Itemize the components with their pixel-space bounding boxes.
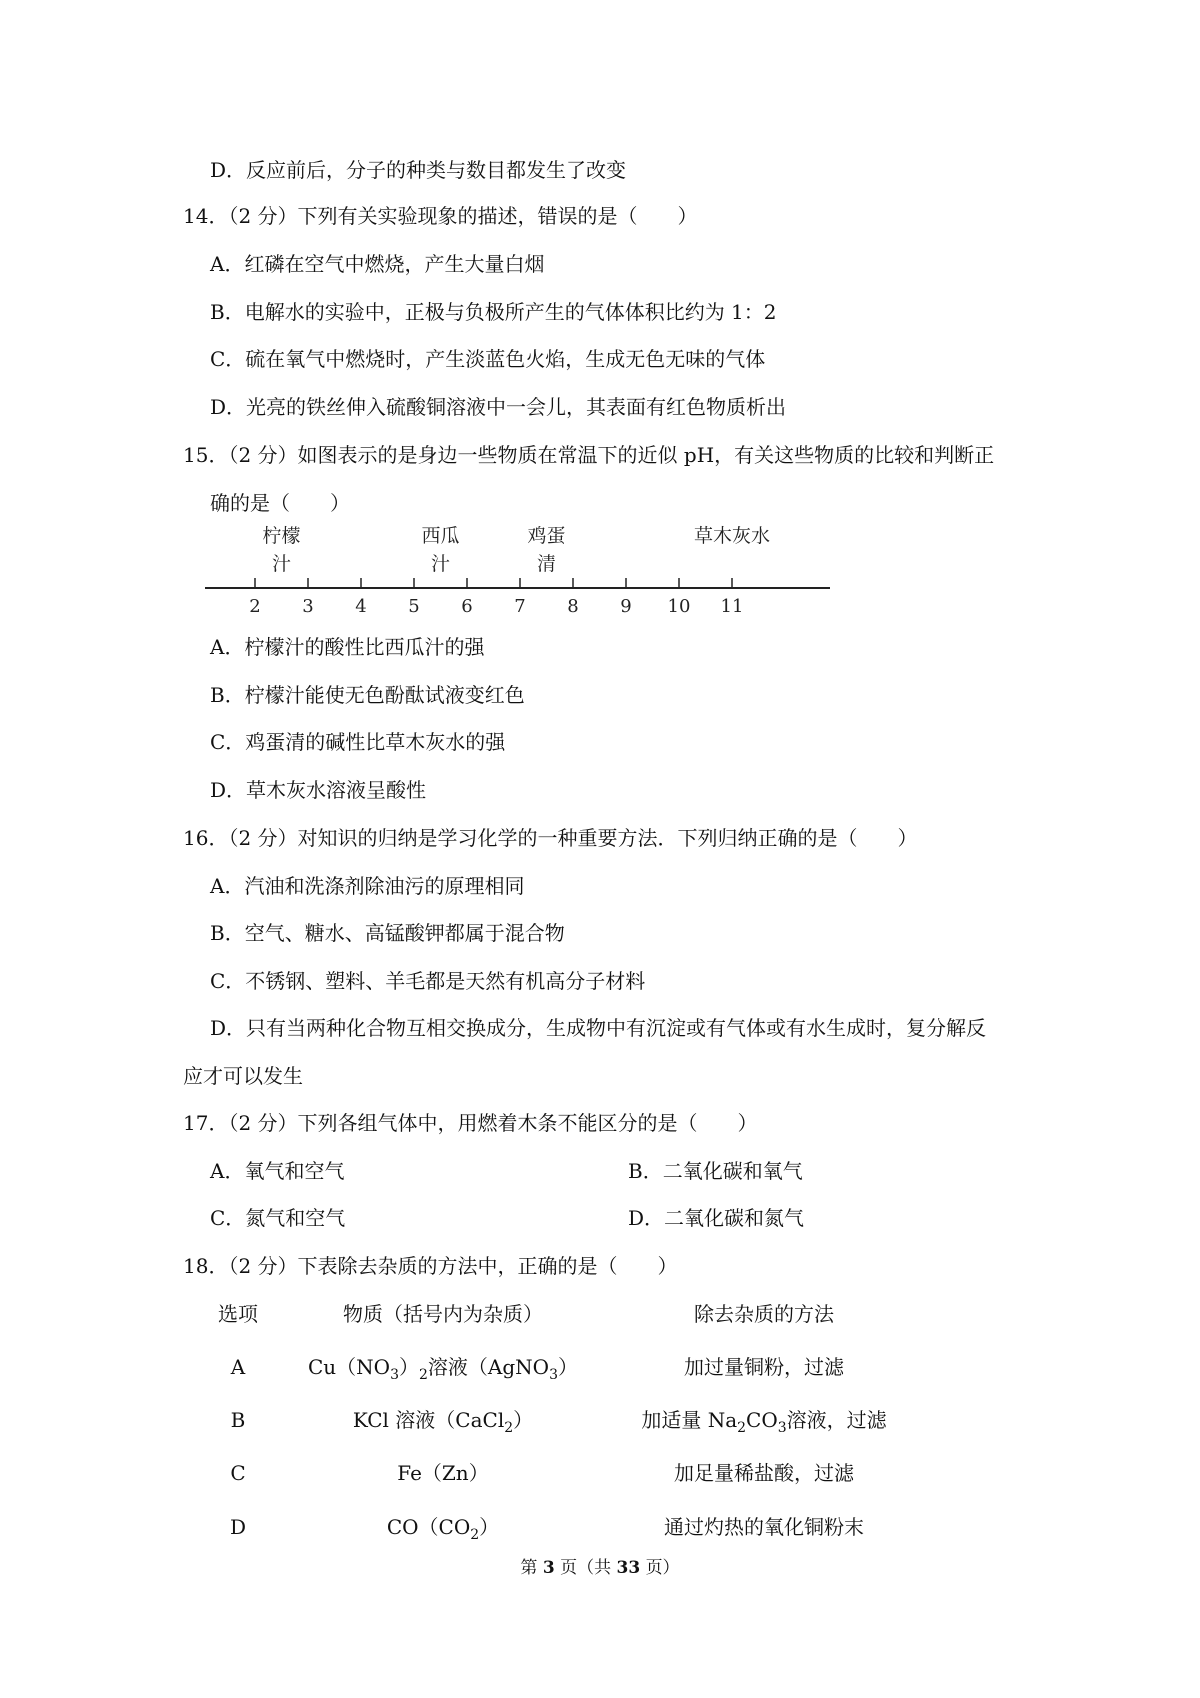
ph-substance-label: 西瓜: [421, 525, 460, 547]
ph-tick-label: 8: [567, 596, 579, 617]
q16-option-c: C．不锈钢、塑料、羊毛都是天然有机高分子材料: [210, 969, 646, 993]
table-header-method: 除去杂质的方法: [694, 1302, 834, 1326]
table-row-a-option: A: [230, 1355, 246, 1379]
q14-option-b: B．电解水的实验中，正极与负极所产生的气体体积比约为 1：2: [210, 300, 777, 324]
ph-tick-label: 10: [667, 596, 691, 617]
q16-option-a: A．汽油和洗涤剂除油污的原理相同: [210, 874, 525, 898]
q17-option-d: D．二氧化碳和氮气: [628, 1206, 805, 1230]
q17-option-b: B．二氧化碳和氧气: [628, 1159, 803, 1183]
table-row-d-substance: $CO(CO_2)$: [386, 1515, 500, 1543]
ph-tick-label: 6: [461, 596, 473, 617]
ph-substance-label-line2: 汁: [271, 553, 292, 575]
table-row-b-option: B: [230, 1408, 246, 1432]
q15-option-a: A．柠檬汁的酸性比西瓜汁的强: [210, 635, 485, 659]
table-row-a-method: 加过量铜粉，过滤: [684, 1355, 844, 1379]
q15-stem-line2: 确的是（ ）: [210, 491, 350, 515]
ph-substance-label: 柠檬: [262, 525, 301, 547]
q15-stem-line1: 15．（2 分）如图表示的是身边一些物质在常温下的近似 pH，有关这些物质的比较和判断正: [183, 443, 995, 467]
table-header-option: 选项: [218, 1302, 258, 1326]
q15-option-c: C．鸡蛋清的碱性比草木灰水的强: [210, 730, 506, 754]
q14-option-d: D．光亮的铁丝伸入硫酸铜溶液中一会儿，其表面有红色物质析出: [210, 395, 787, 419]
q14-option-a: A．红磷在空气中燃烧，产生大量白烟: [210, 252, 545, 276]
ph-tick-label: 11: [720, 596, 744, 617]
ph-scale-figure: [205, 518, 840, 618]
q16-stem: 16．（2 分）对知识的归纳是学习化学的一种重要方法．下列归纳正确的是（ ）: [183, 826, 918, 850]
q14-option-c: C．硫在氧气中燃烧时，产生淡蓝色火焰，生成无色无味的气体: [210, 347, 766, 371]
ph-substance-label-line2: 清: [536, 553, 557, 575]
table-row-a-substance: $Cu(NO_3)_2$溶液（AgNO$_3$）: [307, 1355, 579, 1383]
q17-option-c: C．氮气和空气: [210, 1206, 346, 1230]
q16-option-d-continued: 应才可以发生: [183, 1064, 303, 1088]
total-page-count: 33: [616, 1558, 641, 1578]
table-row-c-option: C: [230, 1461, 246, 1485]
ph-tick-label: 7: [514, 596, 526, 617]
table-row-d-method: 通过灼热的氧化铜粉末: [664, 1515, 864, 1539]
q13-option-d: D．反应前后，分子的种类与数目都发生了改变: [210, 158, 627, 182]
q14-stem: 14．（2 分）下列有关实验现象的描述，错误的是（ ）: [183, 204, 698, 228]
q17-stem: 17．（2 分）下列各组气体中，用燃着木条不能区分的是（ ）: [183, 1111, 758, 1135]
current-page-number: 3: [542, 1558, 555, 1578]
table-row-b-substance: KCl 溶液（CaCl$_2$）: [352, 1408, 534, 1436]
q16-option-b: B．空气、糖水、高锰酸钾都属于混合物: [210, 921, 565, 945]
ph-substance-label-line2: 汁: [430, 553, 451, 575]
ph-substance-label: 鸡蛋: [527, 525, 566, 547]
table-row-d-option: D: [229, 1515, 247, 1539]
q17-option-a: A．氧气和空气: [210, 1159, 345, 1183]
table-row-c-substance: Fe（Zn）: [397, 1461, 489, 1485]
q18-stem: 18．（2 分）下表除去杂质的方法中，正确的是（ ）: [183, 1254, 678, 1278]
ph-tick-label: 2: [249, 596, 261, 617]
q16-option-d: D．只有当两种化合物互相交换成分，生成物中有沉淀或有气体或有水生成时，复分解反: [210, 1016, 987, 1040]
ph-tick-label: 3: [302, 596, 314, 617]
ph-tick-label: 4: [355, 596, 367, 617]
table-header-substance: 物质（括号内为杂质）: [343, 1302, 543, 1326]
q15-option-d: D．草木灰水溶液呈酸性: [210, 778, 427, 802]
ph-scale-svg: [205, 518, 840, 618]
ph-substance-label: 草木灰水: [693, 525, 771, 547]
page-footer: 第 3 页（共 33 页）: [520, 1558, 680, 1578]
q15-option-b: B．柠檬汁能使无色酚酞试液变红色: [210, 683, 525, 707]
ph-tick-label: 5: [408, 596, 420, 617]
ph-tick-label: 9: [620, 596, 632, 617]
table-row-c-method: 加足量稀盐酸，过滤: [674, 1461, 854, 1485]
table-row-b-method: 加适量 $Na_2CO_3$溶液，过滤: [641, 1408, 887, 1436]
